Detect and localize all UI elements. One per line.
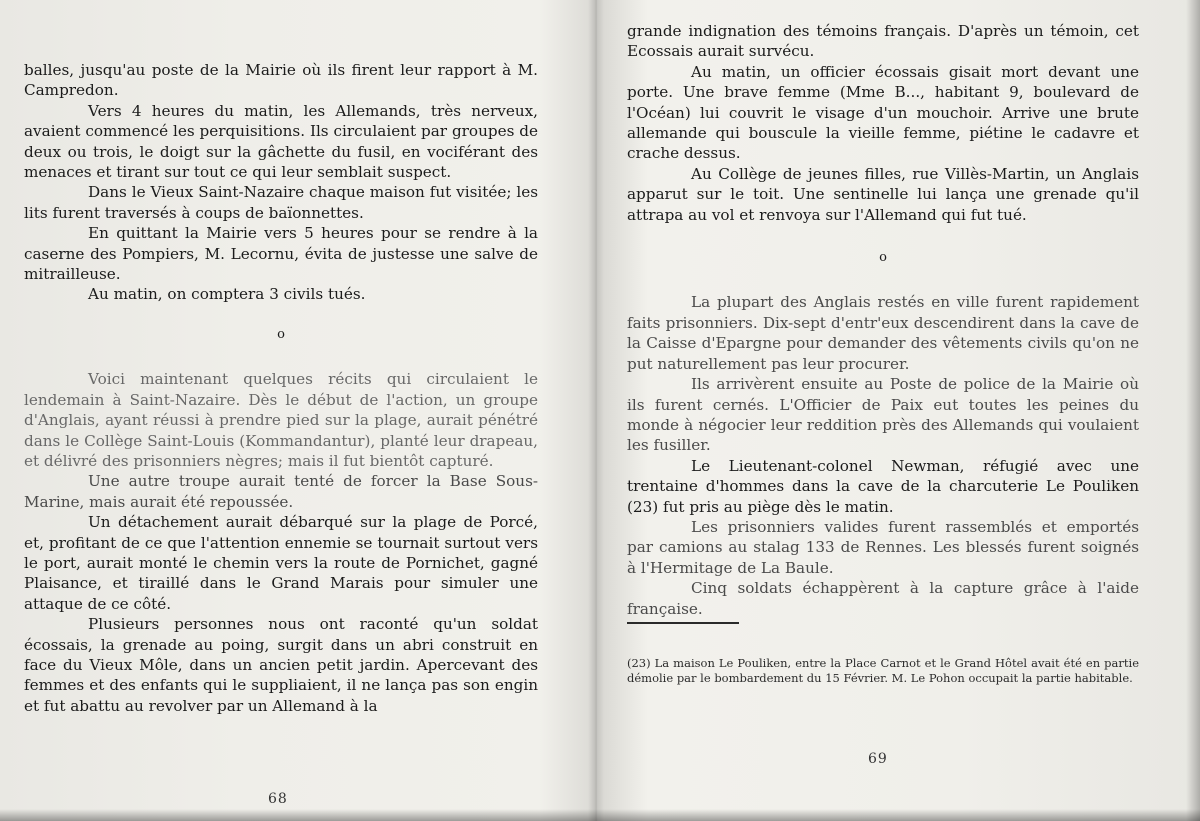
left-page bbox=[24, 60, 538, 716]
left-paragraph-3: Dans le Vieux Saint-Nazaire chaque maison fut visitée; les lits furent traversés à coups de baïonnettes. bbox=[24, 183, 538, 222]
right-section-separator: o bbox=[879, 250, 887, 266]
left-section-separator: o bbox=[277, 326, 285, 342]
left-paragraph-5: Au matin, on comptera 3 civils tués. bbox=[88, 285, 366, 304]
left-paragraph-8: Un détachement aurait débarqué sur la plage de Porcé, et, profitant de ce que l'attention ennemie se tournait surtout vers le port, aurait monté le chemin vers la route de Pornichet, gagné Plaisance, et tiraillé dans le Grand Marais pour simuler une attaque de ce côté. bbox=[24, 513, 538, 613]
right-paragraph-8: Cinq soldats échappèrent à la capture grâce à l'aide française. bbox=[627, 579, 1139, 618]
right-page bbox=[627, 21, 1139, 686]
footnote-divider bbox=[627, 622, 739, 624]
right-paragraph-4: La plupart des Anglais restés en ville furent rapidement faits prisonniers. Dix-sept d'entr'eux descendirent dans la cave de la Caisse d'Epargne pour demander des vêtements civils qu'on ne put naturellement pas leur procurer. bbox=[627, 293, 1139, 373]
right-paragraph-5: Ils arrivèrent ensuite au Poste de police de la Mairie où ils furent cernés. L'Officier de Paix eut toutes les peines du monde à négocier leur reddition près des Allemands qui voulaient les fusiller. bbox=[627, 375, 1139, 455]
left-page-number: 68 bbox=[268, 791, 288, 807]
right-paragraph-7: Les prisonniers valides furent rassemblés et emportés par camions au stalag 133 de Rennes. Les blessés furent soignés à l'Hermitage de La Baule. bbox=[627, 517, 1139, 577]
book-gutter bbox=[588, 0, 604, 821]
left-paragraph-2: Vers 4 heures du matin, les Allemands, très nerveux, avaient commencé les perquisitions. Ils circulaient par groupes de deux ou trois, le doigt sur la gâchette du fusil, en vociférant des menaces et tirant sur tout ce qui leur semblait suspect. bbox=[24, 101, 538, 182]
footnote-23: (23) La maison Le Pouliken, entre la Place Carnot et le Grand Hôtel avait été en partie démolie par le bombardement du 15 Février. M. Le Pohon occupait la partie habitable. bbox=[627, 655, 1139, 685]
right-page-number: 69 bbox=[868, 751, 888, 767]
left-paragraph-1: balles, jusqu'au poste de la Mairie où ils firent leur rapport à M. Campredon. bbox=[24, 61, 538, 100]
left-paragraph-9: Plusieurs personnes nous ont raconté qu'un soldat écossais, la grenade au poing, surgit dans un abri construit en face du Vieux Môle, dans un ancien petit jardin. Apercevant des femmes et des enfants qui le suppliaient, il ne lança pas son engin et fut abattu au revolver par un Allemand à la bbox=[24, 615, 538, 715]
right-paragraph-6: Le Lieutenant-colonel Newman, réfugié avec une trentaine d'hommes dans la cave de la charcuterie Le Pouliken (23) fut pris au piège dès le matin. bbox=[627, 456, 1139, 516]
right-paragraph-1: grande indignation des témoins français. D'après un témoin, cet Ecossais aurait survécu. bbox=[627, 22, 1139, 61]
left-paragraph-7: Une autre troupe aurait tenté de forcer la Base Sous-Marine, mais aurait été repoussée. bbox=[24, 472, 538, 511]
page-edge-shadow bbox=[1186, 0, 1200, 821]
right-paragraph-2: Au matin, un officier écossais gisait mort devant une porte. Une brave femme (Mme B..., habitant 9, boulevard de l'Océan) lui couvrit le visage d'un mouchoir. Arrive une brute allemande qui bouscule la vieille femme, piétine le cadavre et crache dessus. bbox=[627, 62, 1139, 163]
left-paragraph-4: En quittant la Mairie vers 5 heures pour se rendre à la caserne des Pompiers, M. Lecornu, évita de justesse une salve de mitrailleuse. bbox=[24, 224, 538, 284]
left-paragraph-6: Voici maintenant quelques récits qui circulaient le lendemain à Saint-Nazaire. Dès le début de l'action, un groupe d'Anglais, ayant réussi à prendre pied sur la plage, aurait pénétré dans le Collège Saint-Louis (Kommandantur), planté leur drapeau, et délivré des prisonniers nègres; mais il fut bientôt capturé. bbox=[24, 370, 538, 470]
right-paragraph-3: Au Collège de jeunes filles, rue Villès-Martin, un Anglais apparut sur le toit. Une sentinelle lui lança une grenade qu'il attrapa au vol et renvoya sur l'Allemand qui fut tué. bbox=[627, 164, 1139, 224]
bottom-edge-shadow bbox=[0, 809, 1200, 821]
